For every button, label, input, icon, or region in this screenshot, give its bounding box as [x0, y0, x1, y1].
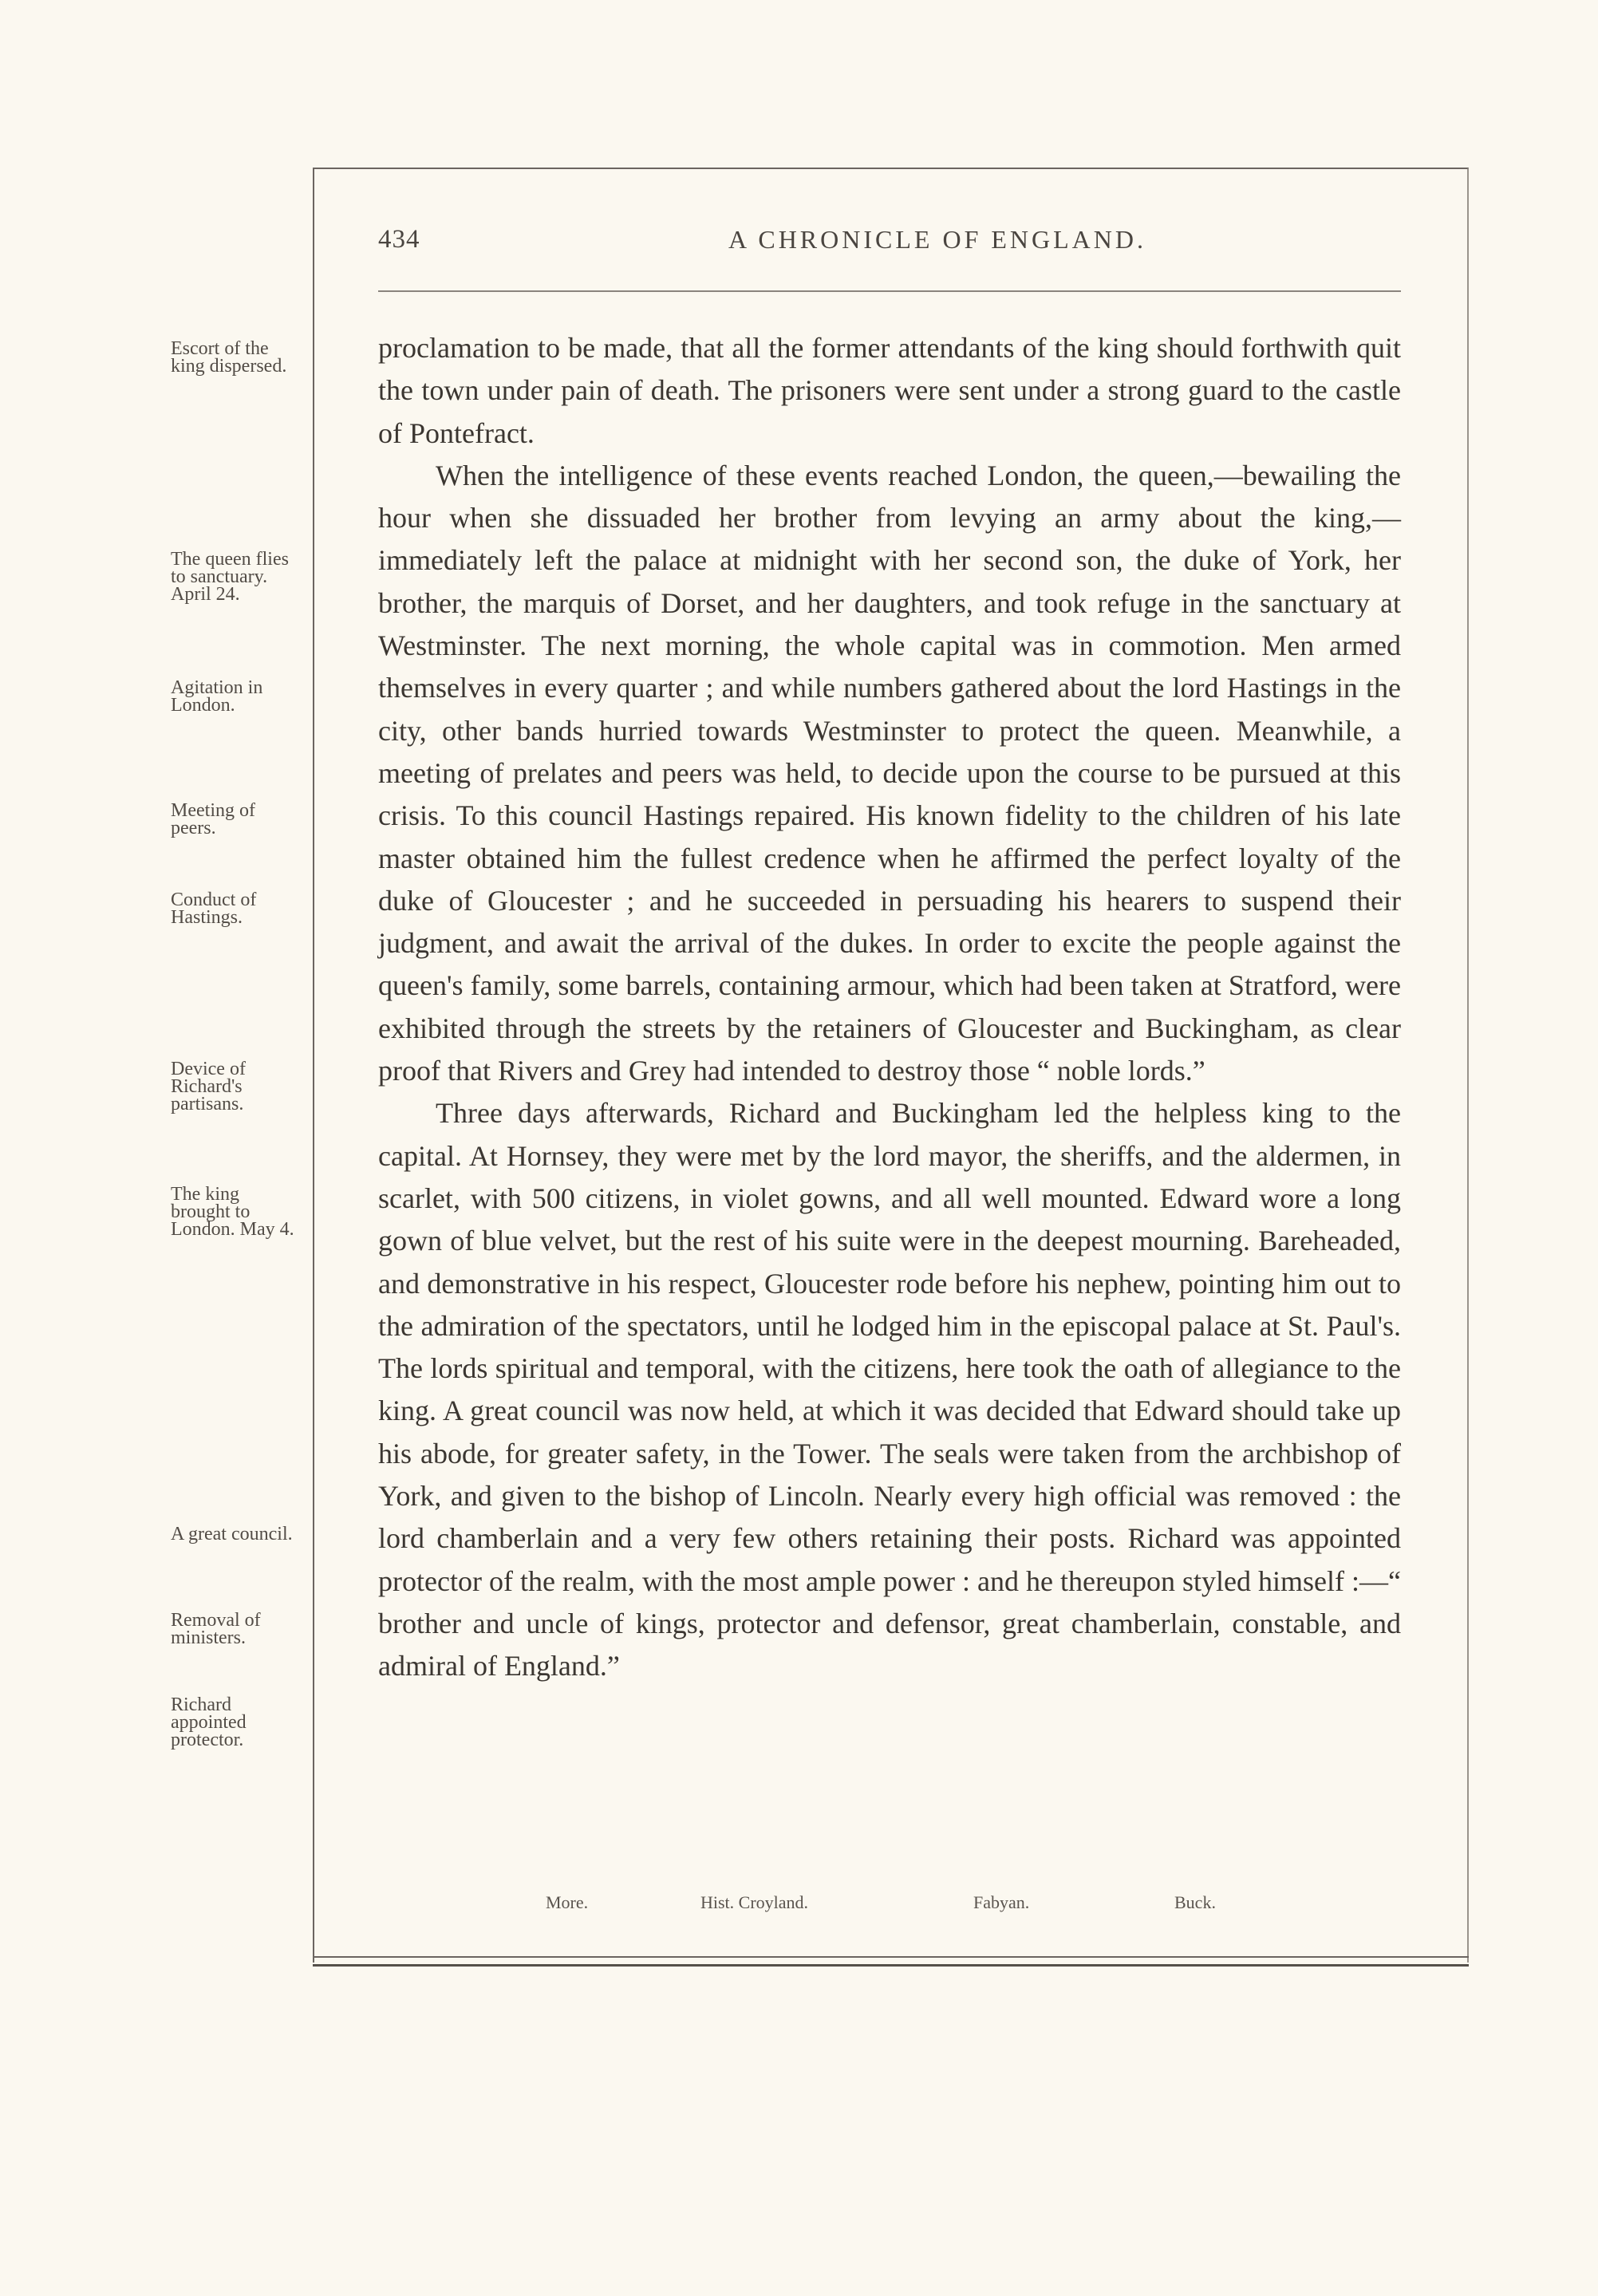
- marginal-note: Richard appointed protector.: [171, 1694, 247, 1750]
- marginal-note: Escort of the king dispersed.: [171, 338, 287, 377]
- source-hist-croyland: Hist. Croyland.: [700, 1892, 809, 1912]
- marginal-note: The queen flies to sanctuary. April 24.: [171, 549, 289, 605]
- marginal-note: Agitation in London.: [171, 677, 263, 716]
- running-title: A CHRONICLE OF ENGLAND.: [728, 225, 1146, 254]
- page-header: [378, 220, 1401, 268]
- body-text: [378, 327, 1401, 1688]
- marginal-note: The king brought to London. May 4.: [171, 1184, 294, 1240]
- source-fabyan: Fabyan.: [973, 1892, 1030, 1912]
- marginal-note: Removal of ministers.: [171, 1610, 261, 1648]
- paragraph: proclamation to be made, that all the former attendants of the king should forthwith quit the town under pain of death. The prisoners were sent under a strong guard to the castle of Pontefract.: [378, 332, 1401, 449]
- source-references: [378, 1892, 1401, 1924]
- paragraph: Three days afterwards, Richard and Buckingham led the helpless king to the capital. At Hornsey, they were met by the lord mayor, the sheriffs, and the aldermen, in scarlet, with 500 citizens, in violet gowns, and all well mounted. Edward wore a long gown of blue velvet, but the rest of his suite were in the deepest mourning. Bareheaded, and demonstrative in his respect, Gloucester rode before his nephew, pointing him out to the admiration of the spectators, until he lodged him in the episcopal palace at St. Paul's. The lords spiritual and temporal, with the citizens, here took the oath of allegiance to the king. A great council was now held, at which it was decided that Edward should take up his abode, for greater safety, in the Tower. The seals were taken from the archbishop of York, and given to the bishop of Lincoln. Nearly every high official was removed : the lord chamberlain and a very few others retaining their posts. Richard was appointed protector of the realm, with the most ample power : and he thereupon styled himself :—“ brother and uncle of kings, protector and defensor, great chamberlain, constable, and admiral of England.”: [378, 1097, 1401, 1683]
- page-number: 434: [378, 225, 420, 254]
- bottom-rule-thin: [313, 1956, 1469, 1958]
- marginal-note: Conduct of Hastings.: [171, 890, 257, 928]
- marginal-note: Device of Richard's partisans.: [171, 1059, 246, 1114]
- source-buck: Buck.: [1174, 1892, 1216, 1912]
- paragraph: When the intelligence of these events reached London, the queen,—bewailing the hour when she dissuaded her brother from levying an army about the king,—immediately left the palace at midnight with her second son, the duke of York, her brother, the marquis of Dorset, and her daughters, and took refuge in the sanctuary at Westminster. The next morning, the whole capital was in commotion. Men armed themselves in every quarter ; and while numbers gathered about the lord Hastings in the city, other bands hurried towards Westminster to protect the queen. Meanwhile, a meeting of prelates and peers was held, to decide upon the course to be pursued at this crisis. To this council Hastings repaired. His known fidelity to the children of his late master obtained him the fullest credence when he affirmed the perfect loyalty of the duke of Gloucester ; and he succeeded in persuading his hearers to suspend their judgment, and await the arrival of the dukes. In order to excite the people against the queen's family, some barrels, containing armour, which had been taken at Stratford, were exhibited through the streets by the retainers of Gloucester and Buckingham, as clear proof that Rivers and Grey had intended to destroy those “ noble lords.”: [378, 459, 1401, 1087]
- source-more: More.: [546, 1892, 589, 1912]
- bottom-rule-thick: [313, 1964, 1469, 1967]
- header-rule: [378, 290, 1401, 292]
- marginal-note: A great council.: [171, 1524, 293, 1544]
- marginal-note: Meeting of peers.: [171, 800, 255, 838]
